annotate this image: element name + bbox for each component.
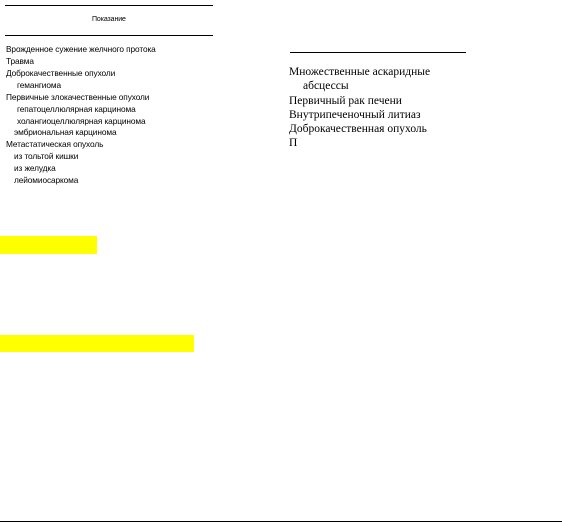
right-row-primary-liver-cancer: Первичный рак печени bbox=[289, 95, 402, 107]
left-row-benign-tumors: Доброкачественные опухоли bbox=[6, 68, 116, 78]
right-row-cut-off: П bbox=[289, 137, 298, 149]
left-table-header-rule bbox=[5, 35, 213, 36]
left-row-leiomyosarcoma: лейомиосаркома bbox=[14, 175, 79, 185]
left-row-trauma: Травма bbox=[6, 56, 34, 66]
highlight-bar-long bbox=[0, 335, 194, 352]
left-row-metastatic: Метастатическая опухоль bbox=[6, 139, 104, 149]
right-row-intrahepatic-lithiasis: Внутрипеченочный литиаз bbox=[289, 109, 421, 121]
bottom-rule bbox=[0, 521, 562, 522]
left-row-cholangiocellular: холангиоцеллюлярная карцинома bbox=[17, 116, 146, 126]
left-row-hepatocellular: гепатоцеллюлярная карцинома bbox=[17, 104, 136, 114]
right-row-abscesses: абсцессы bbox=[303, 80, 349, 92]
right-row-benign-tumor: Доброкачественная опухоль bbox=[289, 123, 427, 135]
left-row-colon: из тольтой кишки bbox=[14, 151, 79, 161]
left-row-stomach: из желудка bbox=[14, 163, 56, 173]
left-row-embryonal: эмбриональная карцинома bbox=[14, 127, 117, 137]
highlight-bar-short bbox=[0, 236, 97, 254]
left-table-header: Показание bbox=[92, 16, 126, 23]
left-row-congenital-stricture: Врожденное сужение желчного протока bbox=[6, 44, 156, 54]
left-table-top-rule bbox=[5, 5, 213, 6]
right-table-top-rule bbox=[290, 52, 466, 53]
left-row-hemangioma: гемангиома bbox=[17, 80, 61, 90]
left-row-primary-malignant: Первичные злокачественные опухоли bbox=[6, 92, 150, 102]
right-row-multiple-ascarid: Множественные аскаридные bbox=[289, 66, 431, 78]
